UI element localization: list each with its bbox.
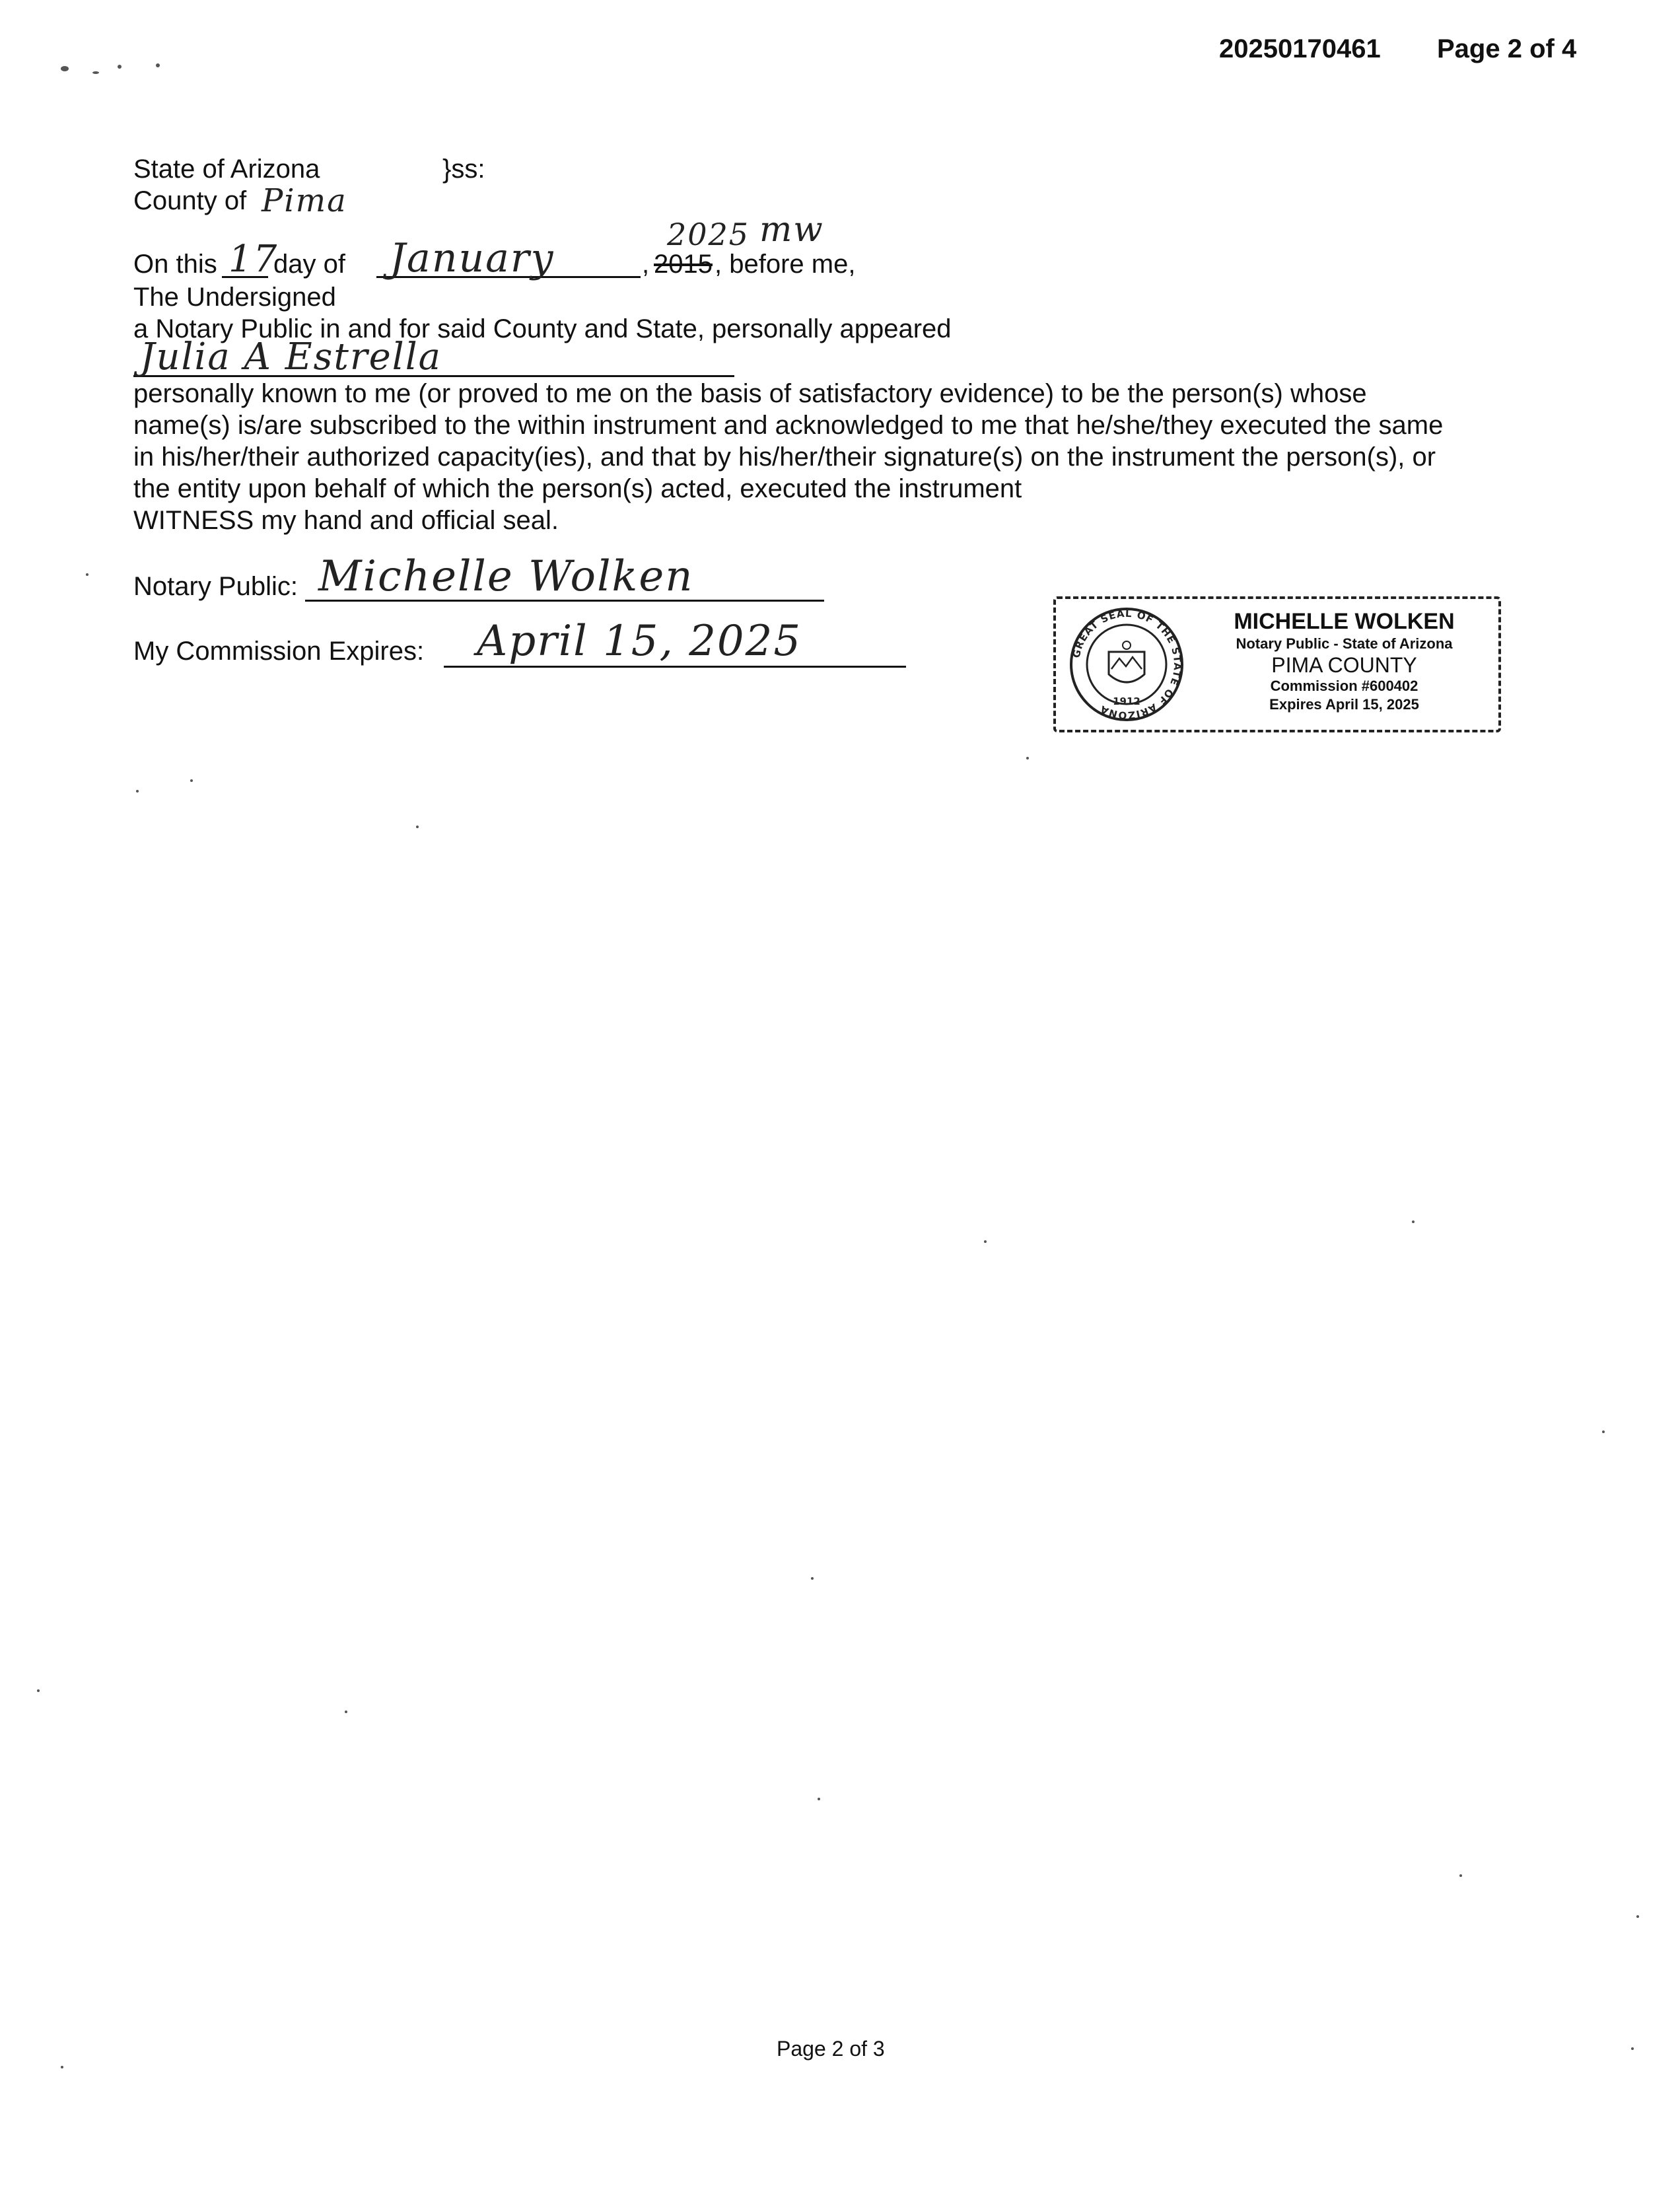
scan-speck [1026,757,1029,759]
scan-mark [92,71,99,74]
stamp-title: Notary Public - State of Arizona [1236,635,1453,652]
year-handwritten: 2025 [667,217,750,252]
ack-paragraph-line-4: the entity upon behalf of which the person(s) acted, executed the instrument [133,474,1022,503]
month-blank [376,235,641,281]
undersigned-label: The Undersigned [133,283,336,312]
ack-paragraph-line-2: name(s) is/are subscribed to the within instrument and acknowledged to me that he/she/they executed the same [133,411,1444,440]
year-struck: 2015 [654,250,713,279]
commission-expires-line [444,617,906,668]
day-blank [222,238,279,281]
month-handwritten: January [390,235,555,281]
footer-page-label: Page 2 of 3 [777,2037,885,2061]
stamp-county: PIMA COUNTY [1271,653,1417,677]
scan-speck [37,1689,40,1692]
ack-paragraph-line-1: personally known to me (or proved to me on the basis of satisfactory evidence) to be the person(s) whose [133,379,1367,408]
witness-line: WITNESS my hand and official seal. [133,506,559,535]
before-me-label: , before me, [715,250,856,279]
scan-speck [1631,2047,1634,2050]
ss-marker: }ss: [442,155,485,184]
scan-speck [86,573,88,576]
scan-speck [984,1240,987,1243]
stamp-name: MICHELLE WOLKEN [1234,609,1455,634]
stamp-commission-number: Commission #600402 [1270,678,1418,694]
scan-speck [1412,1220,1415,1223]
initials-handwritten: mw [759,210,824,250]
on-this-label: On this [133,250,217,279]
comma: , [642,250,650,279]
state-line: State of Arizona [133,155,320,184]
county-handwritten: Pima [262,182,347,219]
scan-speck [345,1711,347,1713]
commission-expires-label: My Commission Expires: [133,637,425,666]
notary-signature: Michelle Wolken [318,552,694,601]
scan-mark [118,65,122,69]
seal-ring-text: GREAT SEAL OF THE STATE OF ARIZONA [1070,607,1184,722]
day-of-label: day of [273,250,345,279]
appeared-name-handwritten: Julia A Estrella [140,335,442,378]
notary-stamp [1053,596,1501,732]
notary-public-label: Notary Public: [133,572,298,601]
seal-year: 1912 [1113,695,1140,707]
commission-expires-handwritten: April 15, 2025 [477,617,802,666]
appeared-name-blank [133,335,734,378]
scan-speck [416,826,419,828]
scan-speck [1602,1430,1605,1433]
day-handwritten: 17 [228,238,279,281]
great-seal-icon [1068,606,1185,723]
scan-mark [156,63,160,67]
document-number: 20250170461 [1219,34,1381,63]
scan-speck [190,779,193,782]
scan-speck [136,790,139,793]
scan-speck [818,1798,820,1800]
scan-speck [1459,1874,1462,1877]
ack-paragraph-line-3: in his/her/their authorized capacity(ies), and that by his/her/their signature(s) on the instrument the person(s), or [133,442,1436,472]
scan-speck [811,1577,814,1580]
notary-appeared-line: a Notary Public in and for said County and State, personally appeared [133,314,952,343]
notary-signature-line [305,552,824,602]
county-label: County of [133,186,247,215]
scan-mark [61,66,69,71]
scan-speck [1636,1915,1639,1918]
stamp-expires: Expires April 15, 2025 [1269,696,1419,713]
scan-speck [61,2066,63,2068]
page-indicator: Page 2 of 4 [1437,34,1577,63]
